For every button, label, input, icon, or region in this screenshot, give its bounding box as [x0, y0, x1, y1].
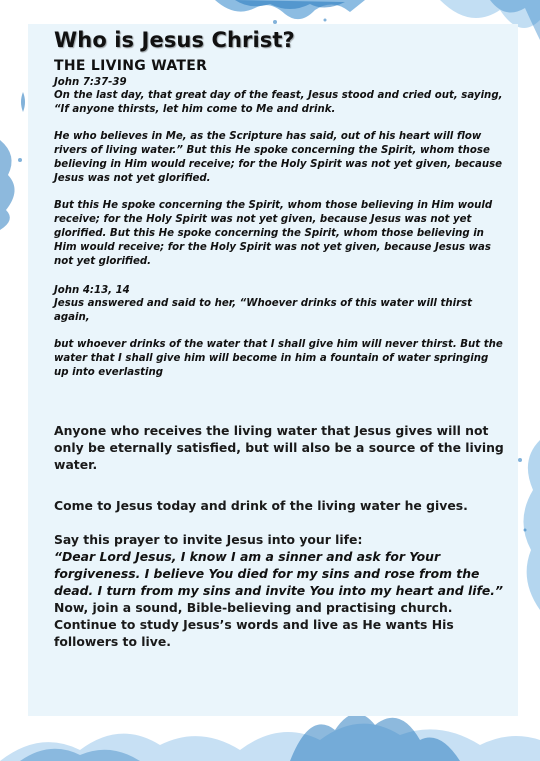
body-paragraph: Anyone who receives the living water that Jesus gives will not only be eternally satisfied, but will also be a source of the living water. — [54, 423, 504, 472]
scripture-verse: On the last day, that great day of the feast, Jesus stood and cried out, saying, “If anyone thirsts, let him come to Me and drink. — [54, 90, 503, 115]
scripture-verse: but whoever drinks of the water that I shall give him will never thirst. But the water that I shall give him will become in him a fountain of water springing up into everlasting — [54, 339, 503, 378]
water-drop-left-icon — [18, 92, 28, 112]
page-title: Who is Jesus Christ? — [54, 28, 295, 52]
body-paragraph: Now, join a sound, Bible-believing and practising church. Continue to study Jesus’s words and live as He wants His followers to live. — [54, 600, 454, 649]
scripture-verse: But this He spoke concerning the Spirit, whom those believing in Him would receive; for the Holy Spirit was not yet given, because Jesus was not yet glorified. But this He spoke concerning the Spirit, whom those believing in Him would receive; for the Holy Spirit was not yet given, because Jesus was not yet glorified. — [54, 200, 493, 267]
scripture-verse: Jesus answered and said to her, “Whoever drinks of this water will thirst again, — [54, 298, 473, 323]
scripture-reference: John 7:37-39 — [54, 77, 127, 88]
section-subtitle: THE LIVING WATER — [54, 58, 208, 74]
water-splash-left-icon — [0, 130, 30, 230]
prayer-text: “Dear Lord Jesus, I know I am a sinner and ask for Your forgiveness. I believe You died for my sins and rose from the dead. I turn from my sins and invite You into my heart and life.” — [54, 549, 503, 598]
body-paragraph: Come to Jesus today and drink of the living water he gives. — [54, 498, 468, 513]
body-paragraph: Say this prayer to invite Jesus into your life: — [54, 532, 363, 547]
scripture-reference: John 4:13, 14 — [54, 285, 130, 296]
document-content — [54, 28, 504, 650]
scripture-verse: He who believes in Me, as the Scripture has said, out of his heart will flow rivers of living water.” But this He spoke concerning the Spirit, whom those believing in Him would receive; for the Holy Spirit was not yet given, because Jesus was not yet glorified. — [54, 131, 503, 184]
